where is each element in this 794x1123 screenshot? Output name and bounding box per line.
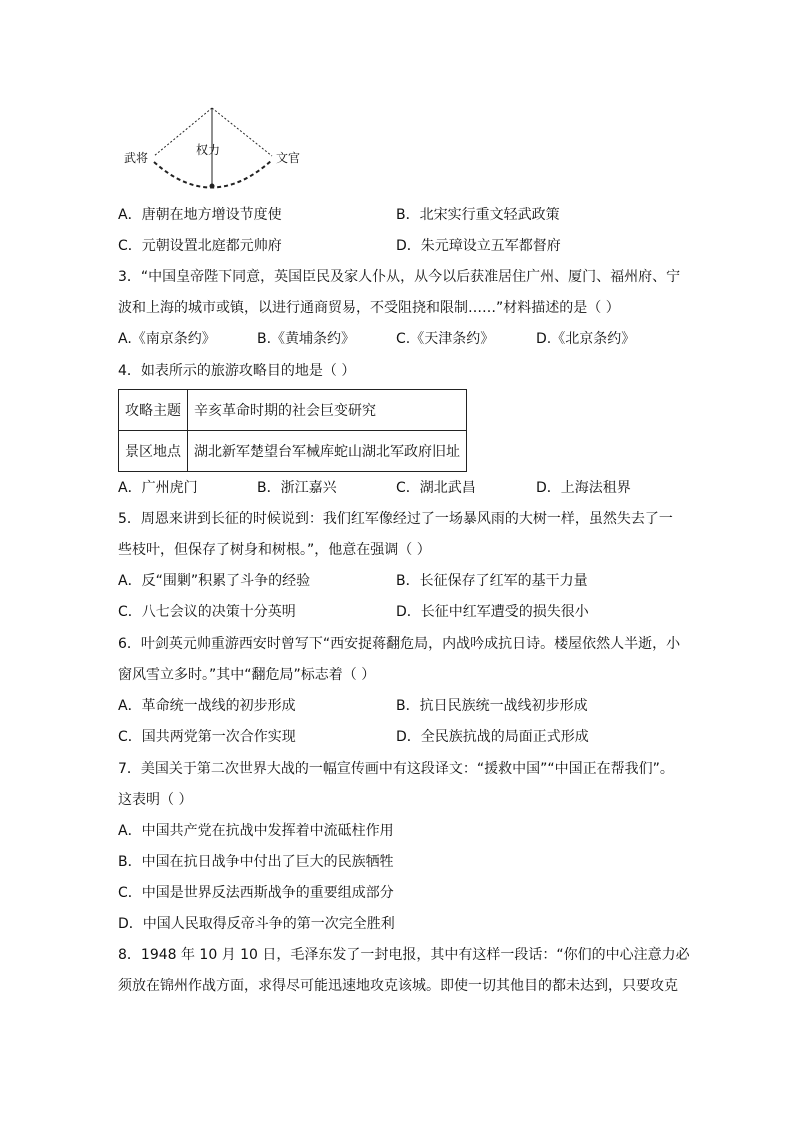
power-diagram — [118, 104, 318, 196]
q6-option-b: B．抗日民族统一战线初步形成 — [396, 698, 588, 714]
right-edge-line — [212, 108, 272, 156]
q3-option-a: A.《南京条约》 — [118, 331, 216, 347]
q7-option-c: C．中国是世界反法西斯战争的重要组成部分 — [118, 885, 394, 901]
q7-option-a: A．中国共产党在抗战中发挥着中流砥柱作用 — [118, 823, 394, 839]
q8-stem-line2: 须放在锦州作战方面，求得尽可能迅速地攻克该城。即使一切其他目的都未达到，只要攻克 — [118, 978, 678, 994]
q4-option-a: A．广州虎门 — [118, 480, 198, 496]
label-civil: 文官 — [276, 151, 301, 165]
q4-option-c: C．湖北武昌 — [396, 480, 476, 496]
label-power: 权力 — [196, 143, 221, 157]
q3-option-d: D.《北京条约》 — [536, 331, 636, 347]
q7-stem-line1: 7．美国关于第二次世界大战的一幅宣传画中有这段译文：“援救中国”“中国正在帮我们”。 — [118, 761, 674, 777]
q2-option-c: C．元朝设置北庭都元帅府 — [118, 238, 282, 254]
q2-option-a: A．唐朝在地方增设节度使 — [118, 207, 282, 223]
q6-option-d: D．全民族抗战的局面正式形成 — [396, 729, 589, 745]
arc-point-marker — [210, 184, 215, 189]
table-value: 辛亥革命时期的社会巨变研究 — [188, 390, 467, 431]
q5-option-b: B．长征保存了红军的基干力量 — [396, 573, 588, 589]
label-military: 武将 — [124, 151, 149, 165]
q3-stem-line1: 3．“中国皇帝陛下同意，英国臣民及家人仆从，从今以后获准居住广州、厦门、福州府、宁 — [118, 269, 681, 285]
q4-option-d: D．上海法租界 — [536, 480, 631, 496]
table-row — [119, 390, 467, 431]
q4-option-b: B．浙江嘉兴 — [257, 480, 337, 496]
q2-option-b: B．北宋实行重文轻武政策 — [396, 207, 560, 223]
q7-stem-line2: 这表明（ ） — [118, 792, 193, 808]
table-row — [119, 431, 467, 472]
q3-option-b: B.《黄埔条约》 — [257, 331, 356, 347]
travel-guide-table — [118, 389, 467, 472]
q6-stem-line1: 6．叶剑英元帅重游西安时曾写下“西安捉蒋翻危局，内战吟成抗日诗。楼屋依然人半逝，小 — [118, 636, 681, 652]
q6-option-a: A．革命统一战线的初步形成 — [118, 698, 296, 714]
q8-stem-line1: 8．1948 年 10 月 10 日，毛泽东发了一封电报，其中有这样一段话：“你们的中心注意力必 — [118, 947, 690, 963]
power-arc — [154, 160, 272, 188]
q5-option-d: D．长征中红军遭受的损失很小 — [396, 604, 589, 620]
q6-option-c: C．国共两党第一次合作实现 — [118, 729, 296, 745]
table-key: 景区地点 — [119, 431, 188, 472]
q2-option-d: D．朱元璋设立五军都督府 — [396, 238, 561, 254]
q5-option-c: C．八七会议的决策十分英明 — [118, 604, 296, 620]
q5-option-a: A．反“围剿”积累了斗争的经验 — [118, 573, 311, 589]
q6-stem-line2: 窗风雪立多时。”其中“翻危局”标志着（ ） — [118, 667, 376, 683]
table-value: 湖北新军楚望台军械库蛇山湖北军政府旧址 — [188, 431, 467, 472]
q7-option-d: D．中国人民取得反帝斗争的第一次完全胜利 — [118, 916, 395, 932]
q5-stem-line2: 些枝叶，但保存了树身和树根。”，他意在强调（ ） — [118, 542, 431, 558]
q5-stem-line1: 5．周恩来讲到长征的时候说到：我们红军像经过了一场暴风雨的大树一样，虽然失去了一 — [118, 511, 673, 527]
q7-option-b: B．中国在抗日战争中付出了巨大的民族牺牲 — [118, 854, 394, 870]
q3-option-c: C.《天津条约》 — [396, 331, 495, 347]
table-key: 攻略主题 — [119, 390, 188, 431]
q3-stem-line2: 波和上海的城市或镇，以进行通商贸易，不受阻挠和限制……”材料描述的是（ ） — [118, 300, 620, 316]
q4-stem: 4．如表所示的旅游攻略目的地是（ ） — [118, 363, 356, 379]
